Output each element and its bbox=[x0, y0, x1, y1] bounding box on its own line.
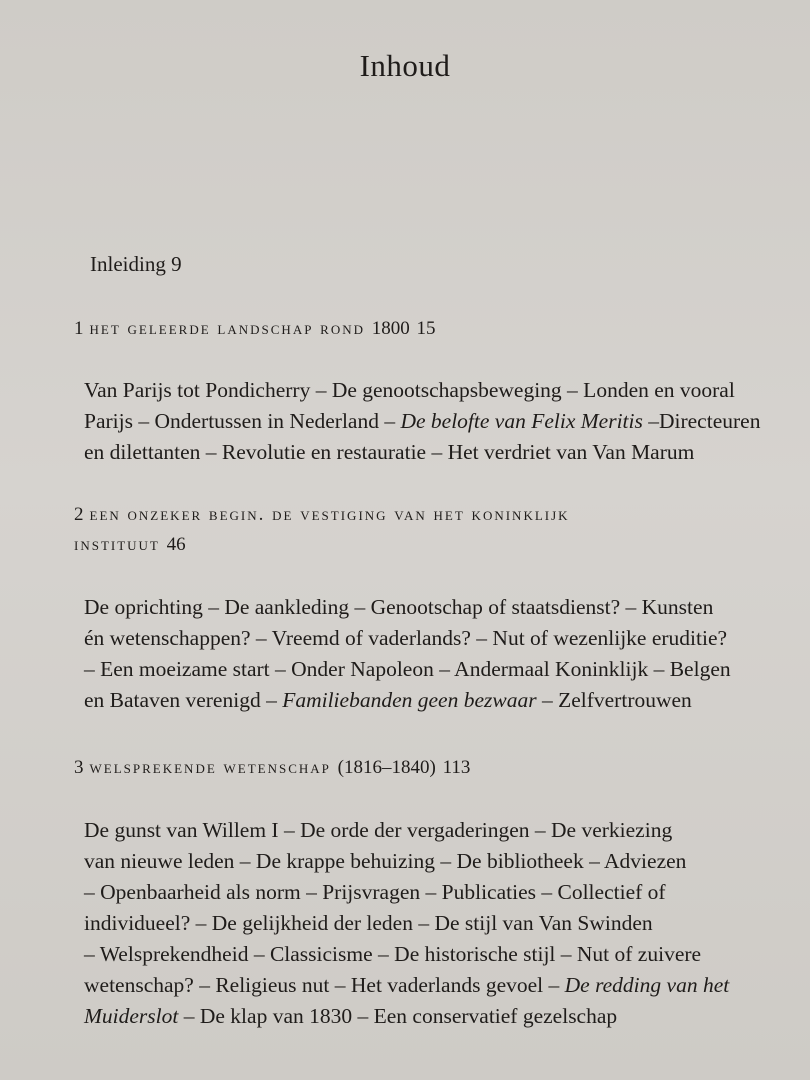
section-line-part: – Zelfvertrouwen bbox=[536, 688, 692, 712]
section-line: individueel? – De gelijkheid der leden – De stijl van Van Swinden bbox=[84, 911, 653, 935]
section-line-part: –Directeuren bbox=[642, 409, 761, 433]
chapter-1-heading bbox=[74, 314, 436, 344]
chapter-title-continued: instituut bbox=[74, 534, 160, 555]
page-title: Inhoud bbox=[359, 48, 451, 83]
chapter-page: 15 bbox=[416, 318, 436, 339]
section-line: en dilettanten – Revolutie en restauratie – Het verdriet van Van Marum bbox=[84, 440, 695, 464]
chapter-number: 3 bbox=[74, 757, 86, 778]
chapter-title: het geleerde landschap rond bbox=[89, 318, 366, 339]
chapter-1-sections bbox=[84, 375, 784, 468]
chapter-years: 1800 bbox=[371, 318, 410, 339]
section-line bbox=[84, 685, 784, 716]
chapter-heading-line bbox=[74, 530, 570, 560]
section-line-part: en Bataven verenigd – bbox=[84, 688, 283, 712]
chapter-years: (1816–1840) bbox=[337, 757, 436, 778]
section-line-italic: De belofte van Felix Meritis bbox=[400, 409, 643, 433]
section-line: – Openbaarheid als norm – Prijsvragen – Publicaties – Collectief of bbox=[84, 880, 666, 904]
chapter-3-heading bbox=[74, 753, 470, 783]
chapter-page: 113 bbox=[442, 757, 471, 778]
section-line: – Welsprekendheid – Classicisme – De historische stijl – Nut of zuivere bbox=[84, 942, 702, 966]
chapter-2-heading bbox=[74, 500, 570, 560]
section-line: én wetenschappen? – Vreemd of vaderlands? – Nut of wezenlijke eruditie? bbox=[84, 626, 728, 650]
section-line bbox=[84, 970, 784, 1001]
chapter-heading-line bbox=[74, 500, 570, 530]
section-line bbox=[84, 1001, 784, 1032]
section-line: van nieuwe leden – De krappe behuizing – De bibliotheek – Adviezen bbox=[84, 849, 687, 873]
chapter-number: 2 bbox=[74, 504, 86, 525]
section-line-part: Parijs – Ondertussen in Nederland – bbox=[84, 409, 401, 433]
toc-entry-inleiding: Inleiding 9 bbox=[90, 252, 182, 276]
section-line: – Een moeizame start – Onder Napoleon – Andermaal Koninklijk – Belgen bbox=[84, 657, 731, 681]
section-line-italic: De redding van het bbox=[564, 973, 730, 997]
chapter-2-sections bbox=[84, 592, 784, 716]
chapter-number: 1 bbox=[74, 318, 86, 339]
section-line-italic: Muiderslot bbox=[84, 1004, 179, 1028]
section-line: De gunst van Willem I – De orde der vergaderingen – De verkiezing bbox=[84, 818, 673, 842]
section-line-part: – De klap van 1830 – Een conservatief gezelschap bbox=[178, 1004, 618, 1028]
section-line: De oprichting – De aankleding – Genootschap of staatsdienst? – Kunsten bbox=[84, 595, 714, 619]
section-line: Van Parijs tot Pondicherry – De genootschapsbeweging – Londen en vooral bbox=[84, 378, 735, 402]
chapter-3-sections bbox=[84, 815, 784, 1032]
section-line-italic: Familiebanden geen bezwaar bbox=[282, 688, 537, 712]
chapter-page: 46 bbox=[166, 534, 186, 555]
section-line bbox=[84, 406, 784, 437]
chapter-title: welsprekende wetenschap bbox=[89, 757, 331, 778]
chapter-title: een onzeker begin. de vestiging van het koninklijk bbox=[89, 504, 570, 525]
section-line-part: wetenschap? – Religieus nut – Het vaderlands gevoel – bbox=[84, 973, 565, 997]
